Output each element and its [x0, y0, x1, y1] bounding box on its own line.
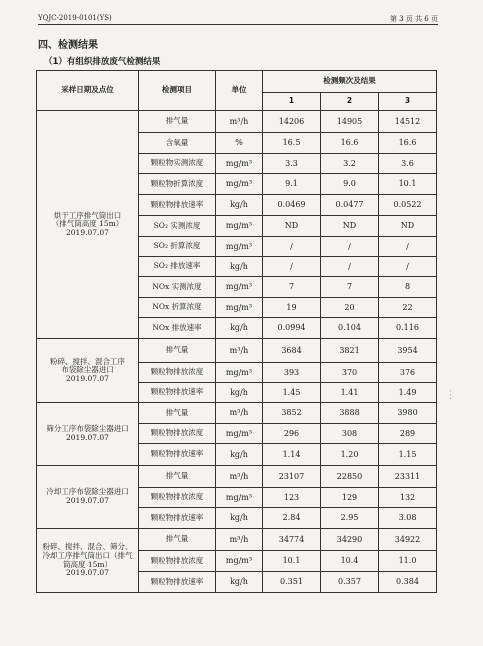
result-1: 1.45	[263, 383, 321, 403]
result-2: ND	[321, 216, 379, 237]
table-title: （1）有组织排放废气检测结果	[44, 57, 161, 67]
result-2: 0.0477	[321, 195, 379, 216]
header-divider	[38, 24, 438, 25]
location-line: 2019.07.07	[66, 496, 109, 505]
result-3: 0.0522	[379, 195, 437, 216]
result-3: 3.08	[379, 508, 437, 529]
location-line: 2019.07.07	[66, 433, 109, 442]
test-item: 排气量	[139, 466, 216, 488]
unit-cell: kg/h	[216, 318, 263, 339]
unit-header: 单位	[216, 71, 263, 111]
unit-cell: mg/m³	[216, 277, 263, 298]
test-item: NOx 实测浓度	[139, 277, 216, 298]
unit-cell: %	[216, 133, 263, 154]
result-1: 0.0469	[263, 195, 321, 216]
result-3: 3980	[379, 403, 437, 424]
result-3: 3954	[379, 339, 437, 363]
test-item: 含氧量	[139, 133, 216, 154]
unit-cell: mg/m³	[216, 216, 263, 237]
table-row	[37, 339, 437, 363]
test-item: SO₂ 折算浓度	[139, 237, 216, 257]
test-item: 颗粒物排放速率	[139, 195, 216, 216]
result-2: 9.0	[321, 174, 379, 195]
result-2: 1.41	[321, 383, 379, 403]
test-item: 排气量	[139, 529, 216, 551]
section-title: 四、检测结果	[38, 40, 98, 51]
location-line: 筒高度 15m）	[62, 559, 113, 569]
side-stamp-mark: · · ·	[446, 390, 453, 400]
result-1: 7	[263, 277, 321, 298]
test-item: 颗粒物排放浓度	[139, 363, 216, 383]
sampling-location	[37, 111, 139, 339]
sampling-location	[37, 403, 139, 466]
unit-cell: mg/m³	[216, 298, 263, 318]
test-item: NOx 排放速率	[139, 318, 216, 339]
location-line: 粉碎、搅拌、混合、筛分、	[42, 542, 133, 552]
location-line: 2019.07.07	[66, 227, 109, 237]
test-item: 颗粒物排放浓度	[139, 551, 216, 572]
result-2: 1.20	[321, 444, 379, 466]
result-1: 2.84	[263, 508, 321, 529]
result-1: 1.14	[263, 444, 321, 466]
unit-cell: kg/h	[216, 508, 263, 529]
result-1: 9.1	[263, 174, 321, 195]
unit-cell: mg/m³	[216, 488, 263, 508]
result-2: 370	[321, 363, 379, 383]
result-1: 3684	[263, 339, 321, 363]
result-3: 0.116	[379, 318, 437, 339]
freq-2-header: 2	[321, 93, 379, 111]
result-2: 3821	[321, 339, 379, 363]
unit-cell: kg/h	[216, 444, 263, 466]
result-2: 3.2	[321, 154, 379, 174]
unit-cell: kg/h	[216, 572, 263, 593]
result-3: /	[379, 237, 437, 257]
test-item: 排气量	[139, 339, 216, 363]
unit-cell: m³/h	[216, 111, 263, 133]
result-2: 22850	[321, 466, 379, 488]
test-item: 排气量	[139, 111, 216, 133]
sampling-location	[37, 529, 139, 593]
result-1: 19	[263, 298, 321, 318]
result-1: 16.5	[263, 133, 321, 154]
sampling-location	[37, 466, 139, 529]
result-3: /	[379, 257, 437, 277]
test-item: 颗粒物折算浓度	[139, 174, 216, 195]
page-number: 第 3 页 共 6 页	[389, 15, 438, 23]
result-3: 376	[379, 363, 437, 383]
result-2: 14905	[321, 111, 379, 133]
test-item: 颗粒物排放浓度	[139, 488, 216, 508]
unit-cell: m³/h	[216, 339, 263, 363]
unit-cell: m³/h	[216, 529, 263, 551]
result-1: 393	[263, 363, 321, 383]
result-2: 308	[321, 424, 379, 444]
table-row	[37, 466, 437, 488]
result-3: ND	[379, 216, 437, 237]
test-item: 颗粒物实测浓度	[139, 154, 216, 174]
test-item: NOx 折算浓度	[139, 298, 216, 318]
result-3: 1.49	[379, 383, 437, 403]
location-line: 粉碎、搅拌、混合工序	[50, 356, 125, 366]
result-1: 23107	[263, 466, 321, 488]
unit-cell: kg/h	[216, 383, 263, 403]
frequency-header: 检测频次及结果	[263, 71, 437, 93]
test-item: 颗粒物排放速率	[139, 444, 216, 466]
unit-cell: mg/m³	[216, 424, 263, 444]
location-line: 冷却工序排气筒出口（排气	[42, 550, 133, 560]
location-line: （排气筒高度 15m）	[51, 219, 124, 229]
test-item: 颗粒物排放速率	[139, 383, 216, 403]
unit-cell: mg/m³	[216, 174, 263, 195]
result-2: /	[321, 257, 379, 277]
freq-1-header: 1	[263, 93, 321, 111]
result-2: 7	[321, 277, 379, 298]
result-1: 34774	[263, 529, 321, 551]
result-2: 16.6	[321, 133, 379, 154]
result-3: 8	[379, 277, 437, 298]
unit-cell: mg/m³	[216, 237, 263, 257]
result-1: /	[263, 237, 321, 257]
unit-cell: m³/h	[216, 403, 263, 424]
result-1: 3852	[263, 403, 321, 424]
table-row	[37, 403, 437, 424]
result-3: 10.1	[379, 174, 437, 195]
result-3: 11.0	[379, 551, 437, 572]
result-2: 0.104	[321, 318, 379, 339]
freq-3-header: 3	[379, 93, 437, 111]
sampling-location	[37, 339, 139, 403]
result-1: /	[263, 257, 321, 277]
location-line: 冷却工序布袋除尘器进口	[46, 487, 129, 497]
result-2: 129	[321, 488, 379, 508]
result-2: 10.4	[321, 551, 379, 572]
location-line: 2019.07.07	[66, 568, 109, 578]
unit-cell: mg/m³	[216, 363, 263, 383]
header-row	[37, 71, 437, 93]
result-2: 20	[321, 298, 379, 318]
result-1: 0.0994	[263, 318, 321, 339]
unit-cell: kg/h	[216, 257, 263, 277]
result-3: 14512	[379, 111, 437, 133]
location-line: 布袋除尘器进口	[61, 365, 114, 375]
test-item: SO₂ 排放速率	[139, 257, 216, 277]
unit-cell: m³/h	[216, 466, 263, 488]
result-2: /	[321, 237, 379, 257]
table-row	[37, 111, 437, 133]
result-1: ND	[263, 216, 321, 237]
test-item: 颗粒物排放速率	[139, 508, 216, 529]
unit-cell: kg/h	[216, 195, 263, 216]
result-3: 34922	[379, 529, 437, 551]
results-table	[36, 70, 437, 593]
location-line: 2019.07.07	[66, 373, 109, 383]
result-3: 23311	[379, 466, 437, 488]
result-3: 289	[379, 424, 437, 444]
document-number: YQJC-2019-0101(YS)	[38, 14, 112, 22]
result-3: 16.6	[379, 133, 437, 154]
unit-cell: mg/m³	[216, 551, 263, 572]
location-line: 烘干工序排气筒出口	[53, 210, 122, 220]
result-1: 0.351	[263, 572, 321, 593]
result-3: 132	[379, 488, 437, 508]
result-2: 0.357	[321, 572, 379, 593]
test-item: SO₂ 实测浓度	[139, 216, 216, 237]
unit-cell: mg/m³	[216, 154, 263, 174]
sample-header: 采样日期及点位	[37, 71, 139, 111]
test-item: 排气量	[139, 403, 216, 424]
item-header: 检测项目	[139, 71, 216, 111]
result-3: 0.384	[379, 572, 437, 593]
result-1: 123	[263, 488, 321, 508]
result-1: 10.1	[263, 551, 321, 572]
test-item: 颗粒物排放浓度	[139, 424, 216, 444]
result-1: 14206	[263, 111, 321, 133]
result-1: 3.3	[263, 154, 321, 174]
location-line: 筛分工序布袋除尘器进口	[46, 424, 129, 434]
result-3: 3.6	[379, 154, 437, 174]
table-row	[37, 529, 437, 551]
result-1: 296	[263, 424, 321, 444]
result-3: 1.15	[379, 444, 437, 466]
result-2: 34290	[321, 529, 379, 551]
test-item: 颗粒物排放速率	[139, 572, 216, 593]
result-2: 3888	[321, 403, 379, 424]
result-3: 22	[379, 298, 437, 318]
result-2: 2.95	[321, 508, 379, 529]
